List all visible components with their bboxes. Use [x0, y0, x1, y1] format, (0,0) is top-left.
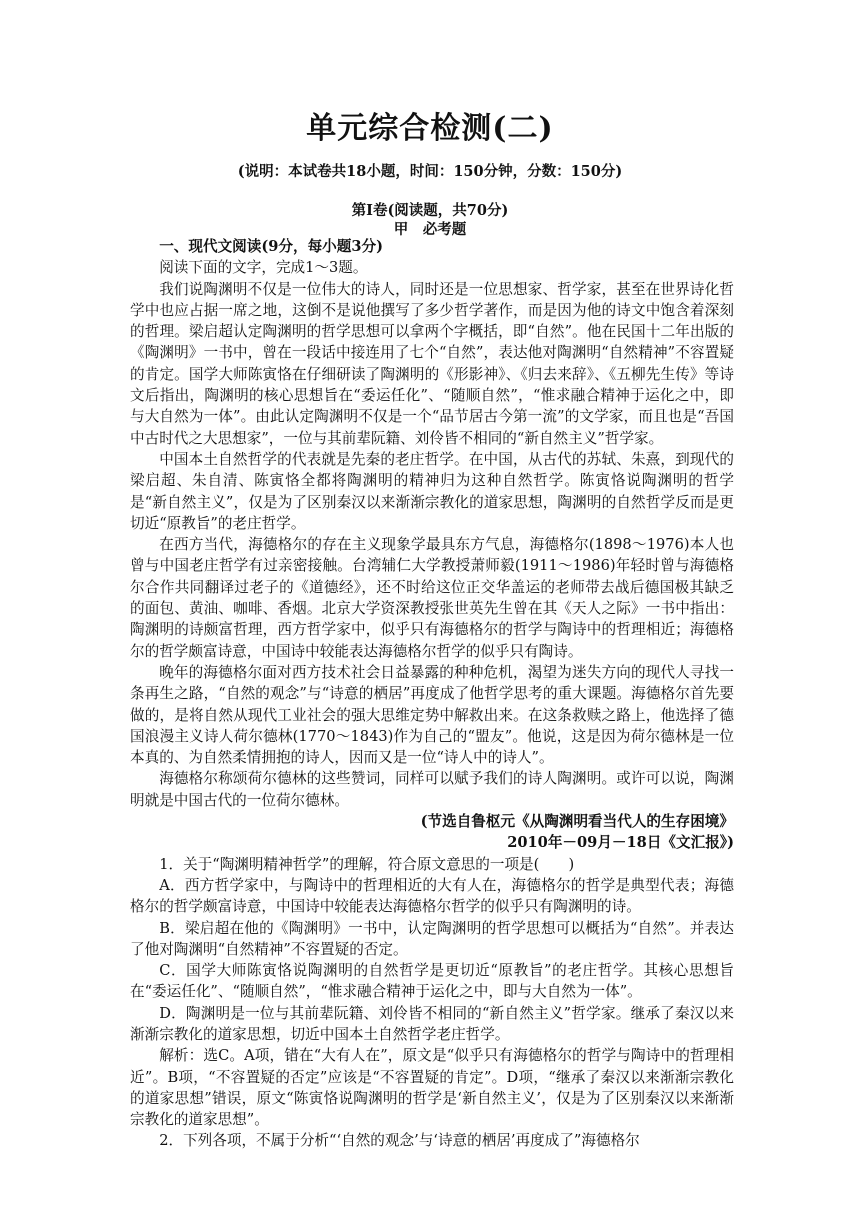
section-heading: 一、现代文阅读(9分，每小题3分)	[159, 238, 384, 255]
source-citation-line2: 2010年－09月－18日《文汇报》)	[507, 834, 734, 852]
question-1-option-c: C．国学大师陈寅恪说陶渊明的自然哲学是更切近“原教旨”的老庄哲学。其核心思想旨在“委运任化”、“随顺自然”，“惟求融合精神于运化之中，即与大自然为一体”。	[130, 962, 734, 1001]
question-1-answer: 解析：选C。A项，错在“大有人在”，原文是“似乎只有海德格尔的哲学与陶诗中的哲理相近”。B项，“不容置疑的否定”应该是“不容置疑的肯定”。D项，“继承了秦汉以来渐渐宗教化的道家思想”错误，原文“陈寅恪说陶渊明的哲学是‘新自然主义’，仅是为了区别秦汉以来渐渐宗教化的道家思想”。	[130, 1047, 734, 1129]
question-1-option-d: D．陶渊明是一位与其前辈阮籍、刘伶皆不相同的“新自然主义”哲学家。继承了秦汉以来渐渐宗教化的道家思想，切近中国本土自然哲学老庄哲学。	[130, 1004, 734, 1043]
instruction: 阅读下面的文字，完成1～3题。	[159, 259, 368, 277]
passage-paragraph: 我们说陶渊明不仅是一位伟大的诗人，同时还是一位思想家、哲学家，甚至在世界诗化哲学中也应占据一席之地，这倒不是说他撰写了多少哲学著作，而是因为他的诗文中饱含着深刻的哲理。梁启超认定陶渊明的哲学思想可以拿两个字概括，即“自然”。他在民国十二年出版的《陶渊明》一书中，曾在一段话中接连用了七个“自然”，表达他对陶渊明“自然精神”不容置疑的肯定。国学大师陈寅恪在仔细研读了陶渊明的《形影神》、《归去来辞》、《五柳先生传》等诗文后指出，陶渊明的核心思想旨在“委运任化”、“随顺自然”，“惟求融合精神于运化之中，即与大自然为一体”。由此认定陶渊明不仅是一个“品节居古今第一流”的文学家，而且也是“吾国中古时代之大思想家”，一位与其前辈阮籍、刘伶皆不相同的“新自然主义”哲学家。	[130, 280, 734, 447]
source-citation-line1: (节选自鲁枢元《从陶渊明看当代人的生存困境》	[420, 813, 734, 831]
subpart-title: 甲 必考题	[393, 221, 467, 238]
passage-paragraph: 海德格尔称颂荷尔德林的这些赞词，同样可以赋予我们的诗人陶渊明。或许可以说，陶渊明就是中国古代的一位荷尔德林。	[130, 770, 734, 809]
passage-paragraph: 在西方当代，海德格尔的存在主义现象学最具东方气息，海德格尔(1898～1976)本人也曾与中国老庄哲学有过亲密接触。台湾辅仁大学教授萧师毅(1911～1986)年轻时曾与海德格尔合作共同翻译过老子的《道德经》，还不时给这位正交华盖运的老师带去战后德国极其缺乏的面包、黄油、咖啡、香烟。北京大学资深教授张世英先生曾在其《天人之际》一书中指出：陶渊明的诗颇富哲理，西方哲学家中，似乎只有海德格尔的哲学与陶诗中的哲理相近；海德格尔的哲学颇富诗意，中国诗中较能表达海德格尔哲学的似乎只有陶诗。	[130, 536, 734, 660]
passage-paragraph: 中国本土自然哲学的代表就是先秦的老庄哲学。在中国，从古代的苏轼、朱熹，到现代的梁启超、朱自清、陈寅恪全都将陶渊明的精神归为这种自然哲学。陈寅恪说陶渊明的哲学是“新自然主义”，仅是为了区别秦汉以来渐渐宗教化的道家思想，陶渊明的自然哲学反而是更切近“原教旨”的老庄哲学。	[130, 450, 734, 532]
passage-paragraph: 晚年的海德格尔面对西方技术社会日益暴露的种种危机，渴望为迷失方向的现代人寻找一条再生之路，“自然的观念”与“诗意的栖居”再度成了他哲学思考的重大课题。海德格尔首先要做的，是将自然从现代工业社会的强大思维定势中解救出来。在这条救赎之路上，他选择了德国浪漫主义诗人荷尔德林(1770～1843)作为自己的“盟友”。他说，这是因为荷尔德林是一位本真的、为自然柔情拥抱的诗人，因而又是一位“诗人中的诗人”。	[130, 663, 734, 767]
question-2-stem: 2．下列各项，不属于分析“‘自然的观念’与‘诗意的栖居’再度成了”海德格尔	[159, 1132, 640, 1150]
part-title: 第Ⅰ卷(阅读题，共70分)	[351, 202, 509, 219]
exam-body	[130, 236, 734, 1152]
exam-note: (说明：本试卷共18小题，时间：150分钟，分数：150分)	[237, 163, 623, 180]
question-1-option-a: A．西方哲学家中，与陶诗中的哲理相近的大有人在，海德格尔的哲学是典型代表；海德格尔的哲学颇富诗意，中国诗中较能表达海德格尔哲学的似乎只有陶渊明的诗。	[130, 876, 734, 916]
page-title: 单元综合检测(二)	[306, 111, 554, 146]
question-1-stem: 1．关于“陶渊明精神哲学”的理解，符合原文意思的一项是( )	[159, 855, 575, 873]
question-1-option-b: B．梁启超在他的《陶渊明》一书中，认定陶渊明的哲学思想可以概括为“自然”。并表达了他对陶渊明“自然精神”不容置疑的否定。	[130, 919, 734, 958]
